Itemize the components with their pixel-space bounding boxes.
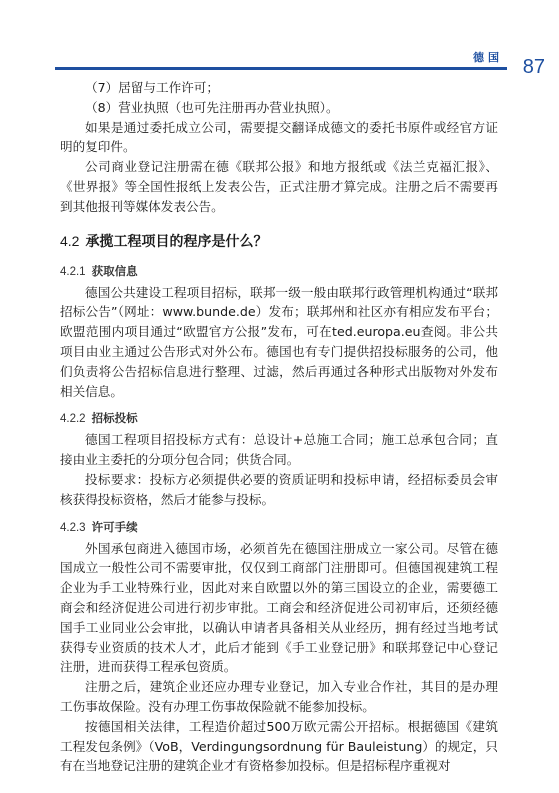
paragraph-bidding-requirements: 投标要求：投标方必须提供必要的资质证明和投标申请，经招标委员会审核获得投标资格，然后才能参与投标。 — [60, 471, 498, 507]
page-number: 87 — [522, 56, 545, 78]
paragraph-entrust: 如果是通过委托成立公司，需要提交翻译成德文的委托书原件或经官方证明的复印件。 — [60, 119, 498, 155]
subsection-title: 招标投标 — [91, 411, 138, 426]
paragraph-publish: 公司商业登记注册需在德《联邦公报》和地方报纸或《法兰克福汇报》、《世界报》等全国性报纸上发表公告，正式注册才算完成。注册之后不需要再到其他报刊等媒体发表公告。 — [60, 159, 498, 214]
subsection-title: 许可手续 — [91, 519, 138, 534]
section-heading — [60, 231, 498, 251]
running-header-country: 德国 — [473, 51, 503, 64]
subsection-number: 4.2.2 — [60, 413, 86, 426]
paragraph-info: 德国公共建设工程项目招标，联邦一级一般由联邦行政管理机构通过“联邦招标公告”（网址：www.bunde.de）发布；联邦州和社区亦有相应发布平台；欧盟范围内项目通过“欧盟官方公报”发布，可在ted.europa.eu查阅。非公共项目由业主通过公告形式对外公布。德国也有专门提供招投标服务的公司，他们负责将公告招标信息进行整理、过滤，然后再通过各种形式出版物对外发布相关信息。 — [60, 284, 498, 399]
subsection-number: 4.2.3 — [60, 521, 86, 534]
subsection-heading — [60, 263, 498, 279]
list-item: （7）居留与工作许可； — [85, 80, 219, 95]
page-body — [60, 78, 498, 776]
paragraph-permit-1: 外国承包商进入德国市场，必须首先在德国注册成立一家公司。尽管在德国成立一般性公司不需要审批，仅仅到工商部门注册即可。但德国视建筑工程企业为手工业特殊行业，因此对来自欧盟以外的第三国设立的企业，需要德工商会和经济促进公司进行初步审批。工商会和经济促进公司初审后，还须经德国手工业同业公会审批，以确认申请者具备相关从业经历，拥有经过当地考试获得专业资质的技术人才，此后才能到《手工业登记册》和联邦登记中心登记注册，进而获得工程承包资质。 — [60, 540, 498, 675]
subsection-number: 4.2.1 — [60, 265, 86, 278]
paragraph-bidding-methods: 德国工程项目招投标方式有：总设计+总施工合同；施工总承包合同；直接由业主委托的分项分包合同；供货合同。 — [60, 432, 498, 468]
paragraph-permit-2: 注册之后，建筑企业还应办理专业登记，加入专业合作社，其目的是办理工伤事故保险。没有办理工伤事故保险就不能参加投标。 — [60, 679, 498, 714]
subsection-heading — [60, 519, 498, 535]
list-item: （8）营业执照（也可先注册再办营业执照）。 — [85, 99, 339, 115]
header-rule — [55, 67, 507, 70]
section-title: 承揽工程项目的程序是什么？ — [85, 232, 268, 249]
subsection-title: 获取信息 — [91, 263, 138, 278]
subsection-heading — [60, 410, 498, 426]
page-header — [0, 0, 559, 80]
paragraph-permit-3: 按德国相关法律，工程造价超过500万欧元需公开招标。根据德国《建筑工程发包条例》（VoB，Verdingungsordnung für Bauleistung）的规定，只有在当地登记注册的建筑企业才有资格参加投标。但是招标程序重视对 — [60, 718, 498, 774]
section-number: 4.2 — [60, 232, 80, 249]
